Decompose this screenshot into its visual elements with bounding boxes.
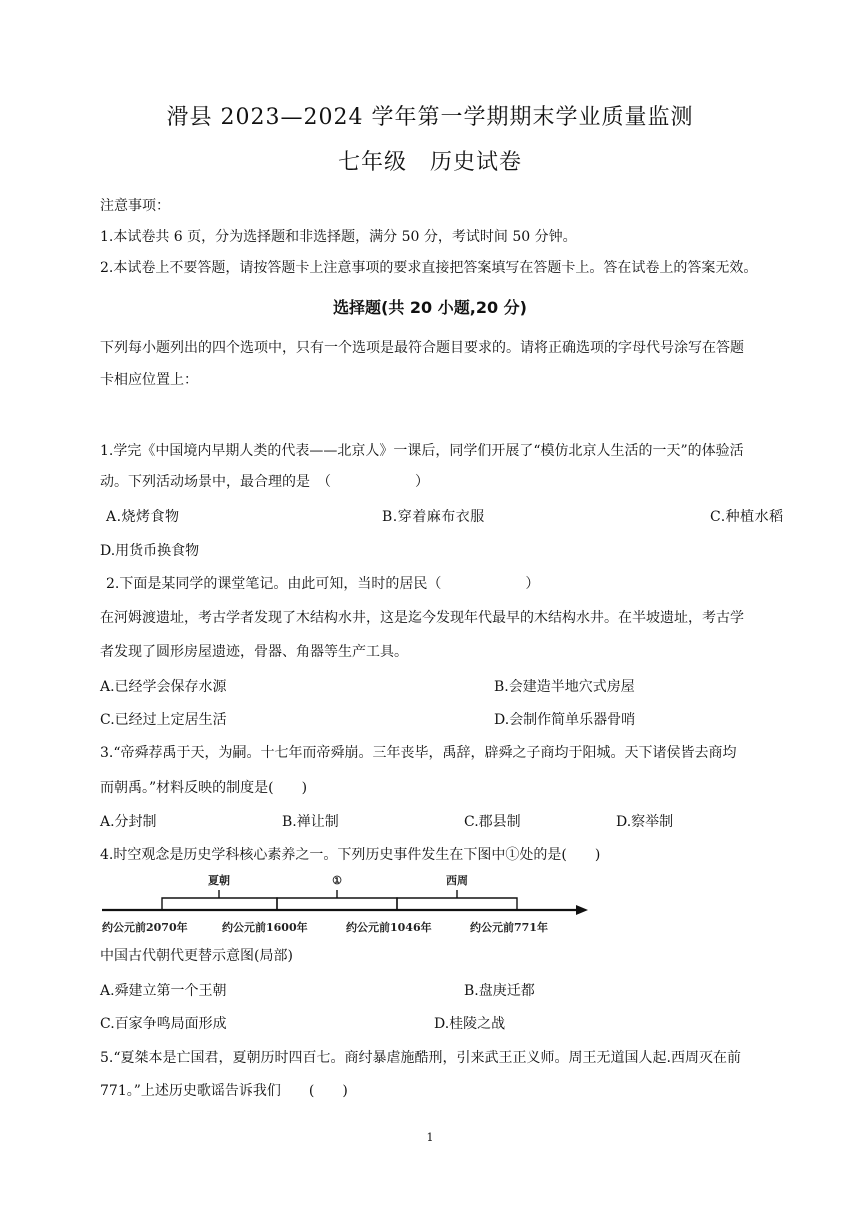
period-label-western-zhou: 西周 [446, 874, 468, 887]
notice-item-2: 2.本试卷上不要答题，请按答题卡上注意事项的要求直接把答案填写在答题卡上。答在试卷上的答案无效。 [100, 260, 758, 276]
q2-option-b: B.会建造半地穴式房屋 [494, 679, 635, 695]
q4-timeline-caption: 中国古代朝代更替示意图(局部) [100, 948, 293, 964]
q3-option-c: C.郡县制 [464, 814, 521, 830]
q2-material-line1: 在河姆渡遗址，考古学者发现了木结构水井，这是迄今发现年代最早的木结构水井。在半坡遗址，考古学 [100, 610, 744, 626]
q2-stem: 2.下面是某同学的课堂笔记。由此可知，当时的居民（ ） [106, 576, 540, 592]
timeline-arrowhead [576, 905, 588, 915]
q4-stem: 4.时空观念是历史学科核心素养之一。下列历史事件发生在下图中①处的是( ) [100, 847, 601, 863]
q4-option-b: B.盘庚迁都 [464, 983, 535, 999]
q2-option-d: D.会制作简单乐器骨哨 [494, 712, 636, 728]
q2-option-c: C.已经过上定居生活 [100, 712, 227, 728]
q1-option-d: D.用货币换食物 [100, 543, 200, 559]
page-number: 1 [426, 1131, 434, 1144]
q3-option-b: B.禅让制 [282, 814, 339, 830]
section-instruction-line2: 卡相应位置上： [100, 372, 198, 388]
q5-stem-line1: 5.“夏桀本是亡国君，夏朝历时四百七。商纣暴虐施酷刑，引来武王正义师。周王无道国人起.西周灭在前 [100, 1050, 741, 1066]
q1-stem-line2: 动。下列活动场景中，最合理的是 （ ） [100, 474, 429, 490]
bracket-xia [162, 890, 277, 910]
date-label-1600bc: 约公元前1600年 [222, 921, 308, 934]
q4-option-a: A.舜建立第一个王朝 [100, 983, 227, 999]
q4-option-c: C.百家争鸣局面形成 [100, 1016, 227, 1032]
q2-material-line2: 者发现了圆形房屋遗迹，骨器、角器等生产工具。 [100, 644, 408, 660]
q2-option-a: A.已经学会保存水源 [100, 679, 227, 695]
period-label-xia: 夏朝 [208, 874, 230, 887]
q1-option-a: A.烧烤食物 [106, 509, 180, 525]
section-title: 选择题(共 20 小题,20 分) [333, 298, 527, 317]
q4-option-d: D.桂陵之战 [434, 1016, 506, 1032]
q1-option-b: B.穿着麻布衣服 [382, 509, 485, 525]
bracket-shang [277, 890, 397, 910]
exam-title: 滑县 2023—2024 学年第一学期期末学业质量监测 [166, 105, 694, 130]
q3-option-d: D.察举制 [616, 814, 674, 830]
q1-option-c: C.种植水稻 [710, 509, 784, 525]
section-instruction-line1: 下列每小题列出的四个选项中，只有一个选项是最符合题目要求的。请将正确选项的字母代号涂写在答题 [100, 340, 744, 356]
q1-stem-line1: 1.学完《中国境内早期人类的代表——北京人》一课后，同学们开展了“模仿北京人生活的一天”的体验活 [100, 443, 744, 459]
notice-heading: 注意事项： [100, 198, 170, 214]
date-label-771bc: 约公元前771年 [470, 921, 548, 934]
period-label-marker-1: ① [332, 874, 342, 887]
date-label-1046bc: 约公元前1046年 [346, 921, 432, 934]
q3-stem-line2: 而朝禹。”材料反映的制度是( ) [100, 780, 308, 796]
date-label-2070bc: 约公元前2070年 [102, 921, 188, 934]
bracket-western-zhou [397, 890, 517, 910]
q3-option-a: A.分封制 [100, 814, 157, 830]
exam-subtitle: 七年级 历史试卷 [337, 150, 522, 175]
q3-stem-line1: 3.“帝舜荐禹于天，为嗣。十七年而帝舜崩。三年丧毕，禹辞，辟舜之子商均于阳城。天下诸侯皆去商均 [100, 745, 737, 761]
dynasty-timeline [100, 868, 590, 938]
q5-stem-line2: 771。”上述历史歌谣告诉我们 ( ) [100, 1083, 348, 1099]
notice-item-1: 1.本试卷共 6 页，分为选择题和非选择题，满分 50 分，考试时间 50 分钟。 [100, 229, 577, 245]
